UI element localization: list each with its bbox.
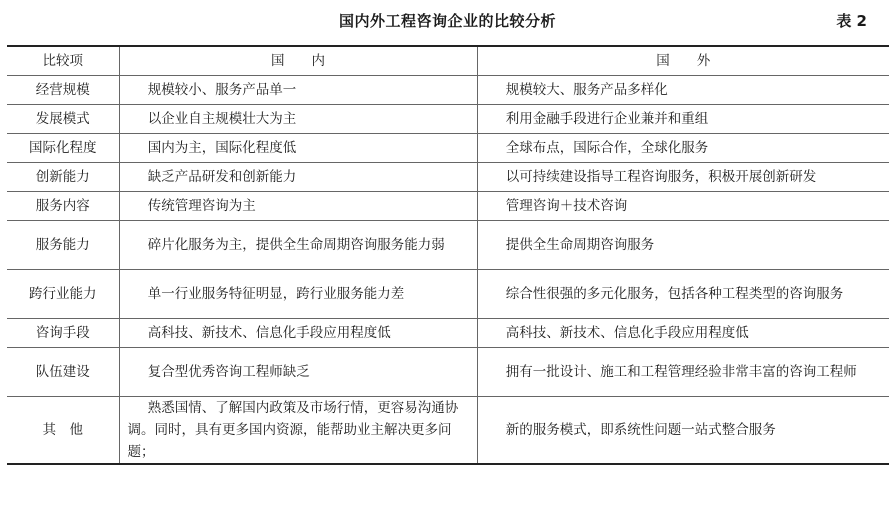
row-domestic: 碎片化服务为主，提供全生命周期咨询服务能力弱 [119, 221, 477, 270]
table-row [7, 319, 889, 348]
row-item: 其 他 [7, 397, 119, 464]
row-foreign: 规模较大、服务产品多样化 [477, 76, 889, 105]
table-title: 国内外工程咨询企业的比较分析 [338, 12, 556, 30]
row-domestic: 单一行业服务特征明显，跨行业服务能力差 [119, 270, 477, 319]
row-foreign: 以可持续建设指导工程咨询服务，积极开展创新研发 [477, 163, 889, 192]
row-item: 经营规模 [7, 76, 119, 105]
table-row [7, 76, 889, 105]
row-item: 服务能力 [7, 221, 119, 270]
row-foreign: 新的服务模式，即系统性问题一站式整合服务 [477, 397, 889, 464]
row-item: 发展模式 [7, 105, 119, 134]
table-row [7, 163, 889, 192]
row-foreign: 管理咨询＋技术咨询 [477, 192, 889, 221]
comparison-table-frame [7, 45, 889, 465]
header-domestic: 国 内 [119, 47, 477, 76]
row-item: 咨询手段 [7, 319, 119, 348]
row-item: 国际化程度 [7, 134, 119, 163]
table-row [7, 270, 889, 319]
row-domestic: 高科技、新技术、信息化手段应用程度低 [119, 319, 477, 348]
row-item: 服务内容 [7, 192, 119, 221]
row-foreign: 提供全生命周期咨询服务 [477, 221, 889, 270]
table-number: 表 2 [836, 12, 867, 30]
row-foreign: 全球布点，国际合作，全球化服务 [477, 134, 889, 163]
row-foreign: 利用金融手段进行企业兼并和重组 [477, 105, 889, 134]
comparison-table [7, 47, 889, 463]
row-foreign: 高科技、新技术、信息化手段应用程度低 [477, 319, 889, 348]
row-domestic: 规模较小、服务产品单一 [119, 76, 477, 105]
row-foreign: 综合性很强的多元化服务，包括各种工程类型的咨询服务 [477, 270, 889, 319]
row-foreign: 拥有一批设计、施工和工程管理经验非常丰富的咨询工程师 [477, 348, 889, 397]
row-item: 队伍建设 [7, 348, 119, 397]
table-row [7, 192, 889, 221]
row-item: 创新能力 [7, 163, 119, 192]
header-comparison-item: 比较项 [7, 47, 119, 76]
table-row [7, 134, 889, 163]
header-row [7, 47, 889, 76]
table-row [7, 105, 889, 134]
row-domestic: 国内为主，国际化程度低 [119, 134, 477, 163]
row-domestic: 以企业自主规模壮大为主 [119, 105, 477, 134]
row-domestic: 熟悉国情、了解国内政策及市场行情，更容易沟通协调。同时，具有更多国内资源，能帮助业主解决更多问题； [119, 397, 477, 464]
row-item: 跨行业能力 [7, 270, 119, 319]
row-domestic: 缺乏产品研发和创新能力 [119, 163, 477, 192]
row-domestic: 复合型优秀咨询工程师缺乏 [119, 348, 477, 397]
table-row [7, 348, 889, 397]
header-foreign: 国 外 [477, 47, 889, 76]
table-row [7, 221, 889, 270]
row-domestic: 传统管理咨询为主 [119, 192, 477, 221]
table-row [7, 397, 889, 464]
